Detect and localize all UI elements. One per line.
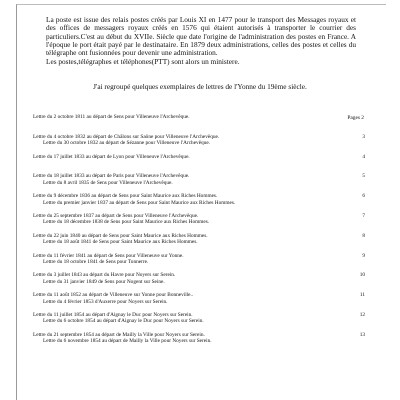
entry-page-number: 6 (362, 193, 365, 200)
entry-line-1: Lettre du 4 octobre 1832 au départ de Châlons sur Saône pour Villeneuve l'Archevêque. (33, 133, 220, 140)
entry-line-1: Lettre du 9 décembre 1836 au départ de Sens pour Saint Maurice aux Riches Hommes. (33, 193, 218, 200)
list-item (33, 154, 373, 174)
list-item (33, 114, 373, 134)
list-item (33, 312, 373, 332)
entry-line-1: Lettre du 21 septembre 1854 au départ de Mailly la Ville pour Noyers sur Serein. (33, 331, 205, 338)
list-item (33, 213, 373, 233)
list-item (33, 272, 373, 292)
entry-page-number: 12 (359, 311, 365, 318)
entry-page-number: 3 (362, 133, 365, 140)
entry-line-2: Lettre du 8 avril 1835 de Sens pour Villeneuve l'Archevêque. (43, 179, 173, 186)
list-item (33, 253, 373, 273)
intro-ptt-line: Les postes,télégraphes et téléphones(PTT) sont alors un ministere. (46, 56, 240, 66)
entry-line-1: Lettre du 22 juin 1840 au départ de Sens pour Saint Maurice aux Riches Hommes. (33, 232, 208, 239)
entry-line-1: Lettre du 11 février 1841 au départ de Sens pour Villeneuve sur Yonne. (33, 252, 184, 259)
entry-line-2: Lettre du 18 octobre 1841 de Sens pour Tonnerre. (43, 258, 149, 265)
entry-page-number: 8 (362, 232, 365, 239)
entry-page-number: 7 (362, 212, 365, 219)
entry-line-2: Lettre du premier janvier 1837 au départ de Sens pour Saint Maurice aux Riches Hommes. (43, 199, 236, 206)
entry-line-2: Lettre du 18 décembre 1838 de Sens pour Saint Maurice aux Riches Hommes. (43, 219, 210, 226)
entry-line-2: Lettre du 31 janvier 1849 de Sens pour Nogent sur Seine. (43, 278, 165, 285)
entry-line-2: Lettre du 6 octobre 1854 au départ d'Aignay le Duc pour Noyers sur Serein. (43, 318, 204, 325)
entry-line-2: Lettre du 6 novembre 1854 au départ de Mailly la Ville pour Noyers sur Serein. (43, 338, 212, 345)
entry-page-number: 10 (359, 272, 365, 279)
entry-page-number: 11 (359, 292, 365, 299)
entry-line-2: Lettre du 4 février 1853 d'Auxerre pour Noyers sur Serein. (43, 298, 168, 305)
list-item (33, 332, 373, 352)
entry-page-number: 5 (362, 173, 365, 180)
entry-line-1: Lettre du 3 juillet 1843 au départ du Havre pour Noyers sur Serein. (33, 272, 176, 279)
pages-column-label: Pages 2 (347, 115, 364, 121)
entry-line-2: Lettre du 18 août 1841 de Sens pour Saint Maurice aux Riches Hommes. (43, 239, 198, 246)
entry-page-number: 13 (359, 331, 365, 338)
entry-page-number: 9 (362, 252, 365, 259)
list-item (33, 173, 373, 193)
entry-line-1: Lettre du 17 juillet 1833 au départ de Lyon pour Villeneuve l'Archevêque. (33, 153, 190, 160)
entry-line-1: Lettre du 11 juillet 1854 au départ d'Aignay le Duc pour Noyers sur Serein. (33, 311, 193, 318)
intro-paragraph: La poste est issue des relais postes créés par Louis XI en 1477 pour le transport des Messages royaux et des offices de messagers royaux créés en 1576 qui étaient autorisés à transporter le courrier des particuliers.C'est au début du XVIIe. Siècle que date l'origine de l'administration des postes en France. A l'époque le port était payé par le destinataire. En 1879 deux administrations, celles des postes et celles du télégraphe ont fusionnées pour devenir une administration. (46, 15, 356, 58)
list-item (33, 134, 373, 154)
entry-page-number: 4 (362, 153, 365, 160)
entry-line-1: Lettre du 25 septembre 1837 au départ de Sens pour Villeneuve l'Archevêque. (33, 212, 199, 219)
list-item (33, 193, 373, 213)
entry-line-2: Lettre du 30 octobre 1832 au départ de Sézanne pour Villeneuve l'Archevêque. (43, 140, 211, 147)
entry-line-1: Lettre du 11 août 1852 au départ de Villeneuve sur Yonne pour Bonneville.. (33, 292, 194, 299)
entry-line-1: Lettre du 18 juillet 1833 au départ de Paris pour Villeneuve l'Archevêque. (33, 173, 190, 180)
list-item (33, 292, 373, 312)
letter-list (33, 114, 373, 352)
intro-text (46, 16, 356, 66)
section-heading: J'ai regroupé quelques exemplaires de lettres de l'Yonne du 19ème siècle. (93, 82, 307, 91)
entry-line-1: Lettre du 2 octobre 1811 au départ de Sens pour Villeneuve l'Archevêque. (33, 114, 190, 120)
list-item (33, 233, 373, 253)
